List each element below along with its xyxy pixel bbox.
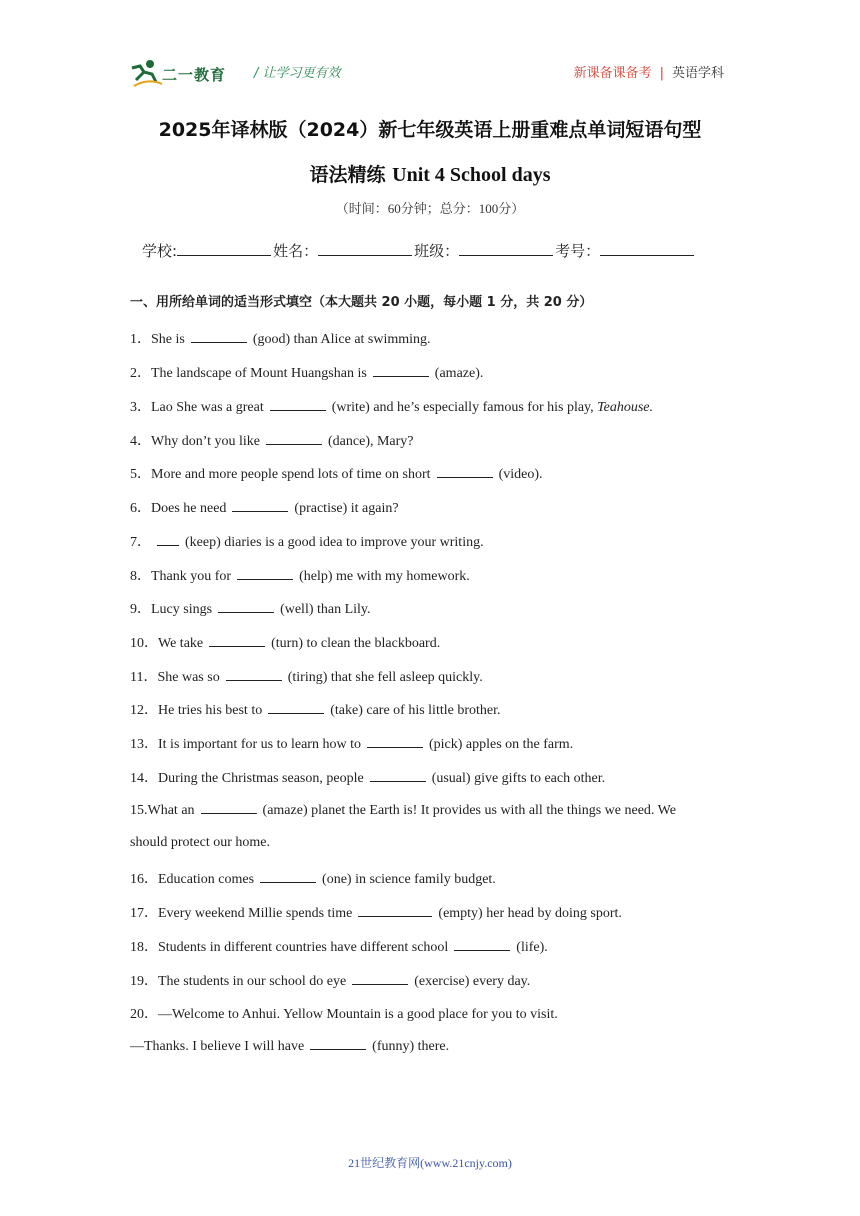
question-5: 5．More and more people spend lots of time on short (video). <box>130 467 543 482</box>
answer-blank[interactable] <box>201 801 257 814</box>
document-title-line2 <box>0 160 860 187</box>
title-cn: 语法精练 <box>309 164 386 186</box>
answer-blank[interactable] <box>358 904 432 917</box>
name-label: 姓名： <box>273 242 319 260</box>
title-en: Unit 4 School days <box>392 164 551 186</box>
answer-blank[interactable] <box>310 1037 366 1050</box>
question-15: 15.What an (amaze) planet the Earth is! It provides us with all the things we need. We <box>130 803 676 818</box>
question-17: 17．Every weekend Millie spends time (empty) her head by doing sport. <box>130 906 622 921</box>
answer-blank[interactable] <box>226 668 282 681</box>
question-10: 10．We take (turn) to clean the blackboard. <box>130 636 441 651</box>
question-16: 16．Education comes (one) in science family budget. <box>130 872 496 887</box>
answer-blank[interactable] <box>352 972 408 985</box>
answer-blank[interactable] <box>367 735 423 748</box>
exam-no-label: 考号： <box>555 242 601 260</box>
footer-source: 21世纪教育网(www.21cnjy.com) <box>348 1156 512 1170</box>
runner-logo-icon <box>130 58 164 88</box>
logo <box>130 58 240 88</box>
question-1: 1．She is (good) than Alice at swimming. <box>130 332 431 347</box>
question-7: 7． (keep) diaries is a good idea to improve your writing. <box>130 535 484 550</box>
answer-blank[interactable] <box>437 465 493 478</box>
question-9: 9．Lucy sings (well) than Lily. <box>130 602 371 617</box>
exam-no-field[interactable] <box>600 241 694 256</box>
question-12: 12．He tries his best to (take) care of his little brother. <box>130 703 501 718</box>
answer-blank[interactable] <box>260 870 316 883</box>
school-label: 学校: <box>142 242 178 260</box>
answer-blank[interactable] <box>191 330 247 343</box>
student-info <box>142 240 696 261</box>
slogan: / 让学习更有效 <box>254 66 341 81</box>
answer-blank[interactable] <box>270 398 326 411</box>
answer-blank[interactable] <box>209 634 265 647</box>
header-tagline: 新课备课备考 <box>573 66 652 81</box>
section-heading: 一、用所给单词的适当形式填空（本大题共 20 小题，每小题 1 分，共 20 分） <box>130 295 593 310</box>
question-14: 14．During the Christmas season, people (usual) give gifts to each other. <box>130 771 606 786</box>
page-header <box>130 56 730 90</box>
answer-blank[interactable] <box>232 499 288 512</box>
answer-blank[interactable] <box>266 432 322 445</box>
question-3: 3．Lao She was a great (write) and he’s especially famous for his play, Teahouse. <box>130 400 654 415</box>
answer-blank[interactable] <box>370 769 426 782</box>
question-20: 20．—Welcome to Anhui. Yellow Mountain is a good place for you to visit. <box>130 1007 558 1022</box>
answer-blank[interactable] <box>157 533 179 546</box>
question-4: 4．Why don’t you like (dance), Mary? <box>130 434 414 449</box>
answer-blank[interactable] <box>237 567 293 580</box>
question-19: 19．The students in our school do eye (exercise) every day. <box>130 974 531 989</box>
name-field[interactable] <box>318 241 412 256</box>
answer-blank[interactable] <box>218 600 274 613</box>
question-8: 8．Thank you for (help) me with my homework. <box>130 569 470 584</box>
question-18: 18．Students in different countries have different school (life). <box>130 940 548 955</box>
time-info: （时间：60分钟；总分：100分） <box>335 201 525 216</box>
document-title-line1: 2025年译林版（2024）新七年级英语上册重难点单词短语句型 <box>158 119 702 141</box>
logo-text: 二一教育 <box>162 66 227 84</box>
class-label: 班级： <box>414 242 460 260</box>
question-2: 2．The landscape of Mount Huangshan is (amaze). <box>130 366 484 381</box>
school-field[interactable] <box>177 241 271 256</box>
header-right <box>574 62 724 81</box>
header-separator: | <box>659 66 664 81</box>
question-20-reply: —Thanks. I believe I will have (funny) there. <box>130 1039 450 1054</box>
answer-blank[interactable] <box>454 938 510 951</box>
question-13: 13．It is important for us to learn how to (pick) apples on the farm. <box>130 737 574 752</box>
question-11: 11．She was so (tiring) that she fell asleep quickly. <box>130 670 483 685</box>
class-field[interactable] <box>459 241 553 256</box>
question-15-continued: should protect our home. <box>130 835 270 850</box>
header-subject: 英语学科 <box>671 66 724 81</box>
answer-blank[interactable] <box>268 701 324 714</box>
answer-blank[interactable] <box>373 364 429 377</box>
question-6: 6．Does he need (practise) it again? <box>130 501 399 516</box>
